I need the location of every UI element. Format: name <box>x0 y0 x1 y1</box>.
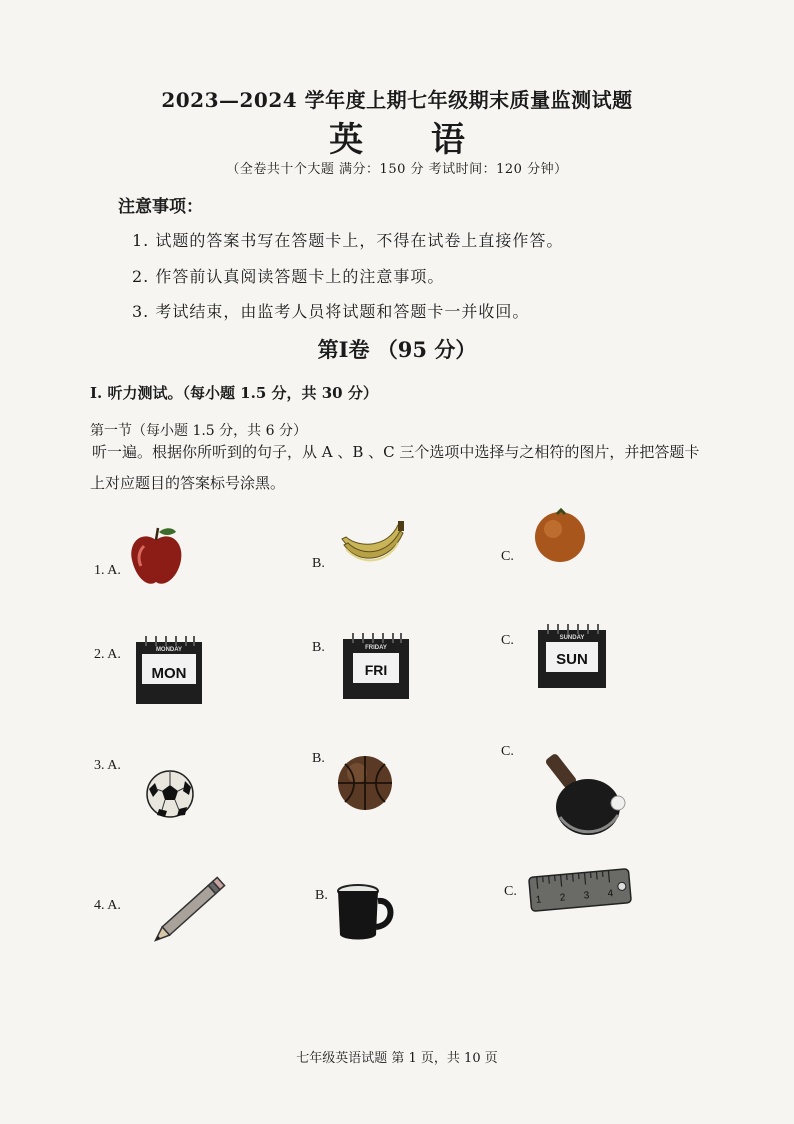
option-label: B. <box>312 751 325 766</box>
ruler-number: 1 <box>535 894 542 906</box>
ping-pong-paddle-icon <box>546 751 628 841</box>
note-item: 3. 考试结束，由监考人员将试题和答题卡一并收回。 <box>132 302 530 321</box>
exam-title: 2023—2024 学年度上期七年级期末质量监测试题 <box>161 88 633 112</box>
option-label: B. <box>312 640 325 655</box>
option-label: B. <box>312 556 325 571</box>
page-footer: 七年级英语试题 第 1 页，共 10 页 <box>296 1051 498 1066</box>
calendar-fri-top: FRIDAY <box>365 645 387 651</box>
calendar-mon-icon <box>136 636 204 706</box>
section-title: I. 听力测试。（每小题 1.5 分，共 30 分） <box>90 384 378 402</box>
calendar-sun-top: SUNDAY <box>559 635 585 641</box>
exam-meta: （全卷共十个大题 满分：150 分 考试时间：120 分钟） <box>226 162 568 177</box>
note-item: 1. 试题的答案书写在答题卡上，不得在试卷上直接作答。 <box>132 231 564 250</box>
subject-title: 英 语 <box>329 120 493 160</box>
calendar-fri-text: FRI <box>364 662 388 678</box>
option-label: C. <box>501 633 514 648</box>
option-label: C. <box>501 744 514 759</box>
question-label: 1. A. <box>94 563 121 578</box>
question-label: 4. A. <box>94 898 121 913</box>
banana-icon <box>340 519 405 565</box>
question-label: 3. A. <box>94 758 121 773</box>
subsection-title: 第一节（每小题 1.5 分，共 6 分） <box>90 423 307 439</box>
instruction-text: 听一遍。根据你所听到的句子，从 A 、B 、C 三个选项中选择与之相符的图片，并把答题卡上对应题目的答案标号涂黑。 <box>90 443 700 492</box>
calendar-mon-top: MONDAY <box>155 647 183 653</box>
ruler-number: 2 <box>559 892 566 904</box>
calendar-fri-icon <box>343 633 411 701</box>
basketball-icon <box>337 755 393 811</box>
question-label: 2. A. <box>94 647 121 662</box>
option-label: B. <box>315 888 328 903</box>
pencil-icon <box>150 874 230 946</box>
mug-icon <box>334 883 398 941</box>
calendar-sun-icon <box>538 624 608 690</box>
orange-icon <box>533 509 587 563</box>
calendar-sun-text: SUN <box>556 651 588 668</box>
calendar-mon-text: MON <box>151 665 187 682</box>
volume-title: 第Ⅰ卷 （95 分） <box>317 337 477 362</box>
ruler-number: 3 <box>583 890 590 902</box>
apple-icon <box>128 526 184 588</box>
ruler-icon <box>528 865 632 915</box>
soccer-ball-icon <box>145 769 195 819</box>
ruler-number: 4 <box>607 888 614 900</box>
note-item: 2. 作答前认真阅读答题卡上的注意事项。 <box>132 267 445 286</box>
option-label: C. <box>501 549 514 564</box>
notes-heading: 注意事项： <box>118 197 203 217</box>
option-label: C. <box>504 884 517 899</box>
